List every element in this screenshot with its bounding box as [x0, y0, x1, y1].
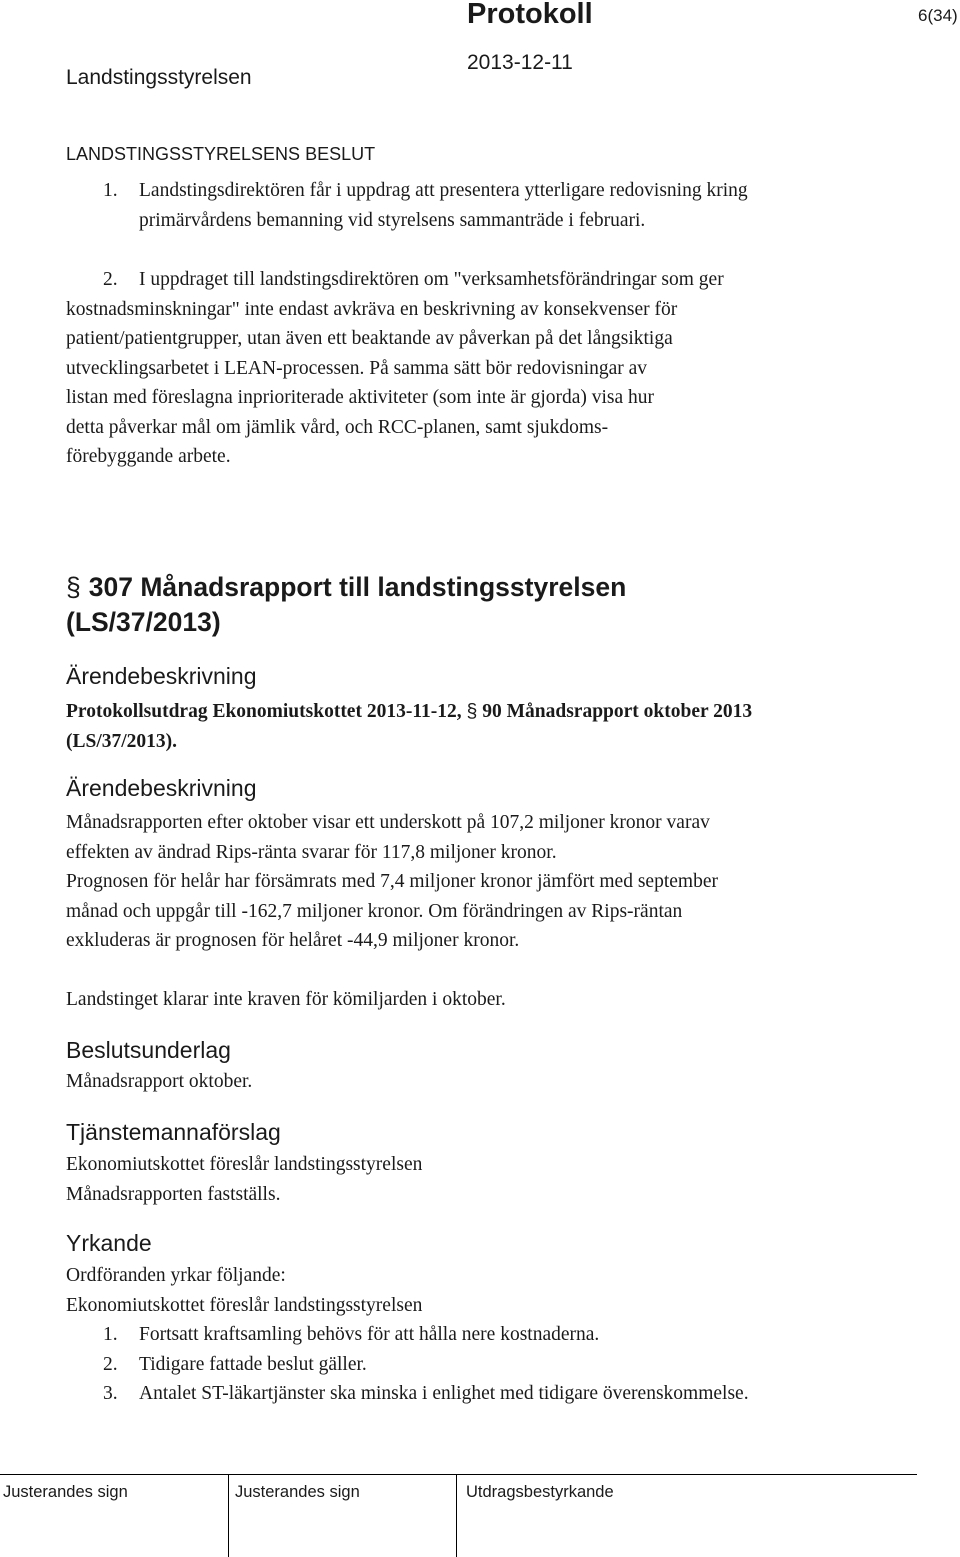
- text-line: kostnadsminskningar" inte endast avkräva en beskrivning av konsekvenser för: [66, 298, 678, 320]
- case-description-body: [66, 808, 886, 956]
- text-line: listan med föreslagna inprioriterade aktiviteter (som inte är gjorda) visa hur: [66, 387, 655, 408]
- list-item: Tidigare fattade beslut gäller.: [139, 1353, 367, 1375]
- reference-text: (LS/37/2013).: [66, 730, 178, 752]
- organization-name: Landstingsstyrelsen: [66, 66, 252, 89]
- text-line: exkluderas är prognosen för helåret -44,9 miljoner kronor.: [66, 930, 520, 951]
- text-line: detta påverkar mål om jämlik vård, och RCC-planen, samt sjukdoms-: [66, 416, 609, 438]
- decision-basis-text: Månadsrapport oktober.: [66, 1071, 253, 1092]
- case-description-heading: Ärendebeskrivning: [66, 663, 257, 689]
- decision-heading: LANDSTINGSSTYRELSENS BESLUT: [66, 144, 376, 164]
- document-date: 2013-12-11: [467, 51, 573, 74]
- motion-list: [0, 1320, 960, 1410]
- text-line: månad och uppgår till -162,7 miljoner kronor. Om förändringen av Rips-räntan: [66, 900, 683, 922]
- item-number: 2.: [103, 269, 118, 290]
- list-item: Antalet ST-läkartjänster ska minska i enlighet med tidigare överenskommelse.: [139, 1383, 749, 1404]
- text-line: Landstingsdirektören får i uppdrag att presentera ytterligare redovisning kring: [139, 180, 748, 201]
- text-line: Ordföranden yrkar följande:: [66, 1265, 286, 1286]
- section-title: [66, 570, 926, 640]
- text-line: Månadsrapporten fastställs.: [66, 1183, 281, 1205]
- text-line: patient/patientgrupper, utan även ett beaktande av påverkan på det långsiktiga: [66, 328, 673, 349]
- text-line: I uppdraget till landstingsdirektören om "verksamhetsförändringar som ger: [139, 269, 724, 290]
- text-line: effekten av ändrad Rips-ränta svarar för 117,8 miljoner kronor.: [66, 841, 557, 863]
- signature-label-1: Justerandes sign: [3, 1483, 128, 1501]
- reference-text: Protokollsutdrag Ekonomiutskottet 2013-11-12,: [66, 701, 462, 722]
- officials-proposal-heading: Tjänstemannaförslag: [66, 1119, 281, 1145]
- item-number: 2.: [103, 1353, 118, 1375]
- text-line: utvecklingsarbetet i LEAN-processen. På samma sätt bör redovisningar av: [66, 357, 648, 379]
- section-case-number: (LS/37/2013): [66, 607, 221, 637]
- motion-heading: Yrkande: [66, 1230, 152, 1256]
- signature-label-2: Justerandes sign: [235, 1483, 360, 1501]
- motion-body: [66, 1261, 886, 1320]
- page-number: 6(34): [918, 6, 958, 25]
- document-type: Protokoll: [467, 0, 593, 30]
- certification-label: Utdragsbestyrkande: [466, 1483, 614, 1501]
- reference-text: 90 Månadsrapport oktober 2013: [482, 701, 753, 722]
- footer-divider: [228, 1474, 229, 1557]
- officials-proposal-body: [66, 1150, 886, 1209]
- item-number: 3.: [103, 1383, 118, 1404]
- text-line: Ekonomiutskottet föreslår landstingsstyrelsen: [66, 1154, 423, 1175]
- item-number: 1.: [103, 1324, 118, 1345]
- decision-basis-heading: Beslutsunderlag: [66, 1037, 231, 1063]
- text-line: Månadsrapporten efter oktober visar ett underskott på 107,2 miljoner kronor varav: [66, 812, 710, 833]
- text-line: förebyggande arbete.: [66, 446, 231, 467]
- footer-divider: [456, 1474, 457, 1557]
- case-reference: [66, 697, 926, 756]
- text-line: Ekonomiutskottet föreslår landstingsstyrelsen: [66, 1294, 423, 1316]
- item-text: [139, 176, 899, 235]
- paragraph-symbol: §: [66, 572, 81, 602]
- item-number: 1.: [103, 180, 118, 201]
- case-note: Landstinget klarar inte kraven för kömiljarden i oktober.: [66, 989, 506, 1010]
- list-item: Fortsatt kraftsamling behövs för att hålla nere kostnaderna.: [139, 1324, 600, 1345]
- item-text: [66, 265, 939, 472]
- text-line: Prognosen för helår har försämrats med 7,4 miljoner kronor jämfört med september: [66, 871, 718, 892]
- case-description-heading: Ärendebeskrivning: [66, 775, 257, 801]
- section-title-line: 307 Månadsrapport till landstingsstyrelsen: [88, 572, 627, 602]
- footer-rule: [0, 1474, 917, 1475]
- text-line: primärvårdens bemanning vid styrelsens sammanträde i februari.: [139, 209, 646, 231]
- paragraph-symbol: §: [466, 700, 478, 722]
